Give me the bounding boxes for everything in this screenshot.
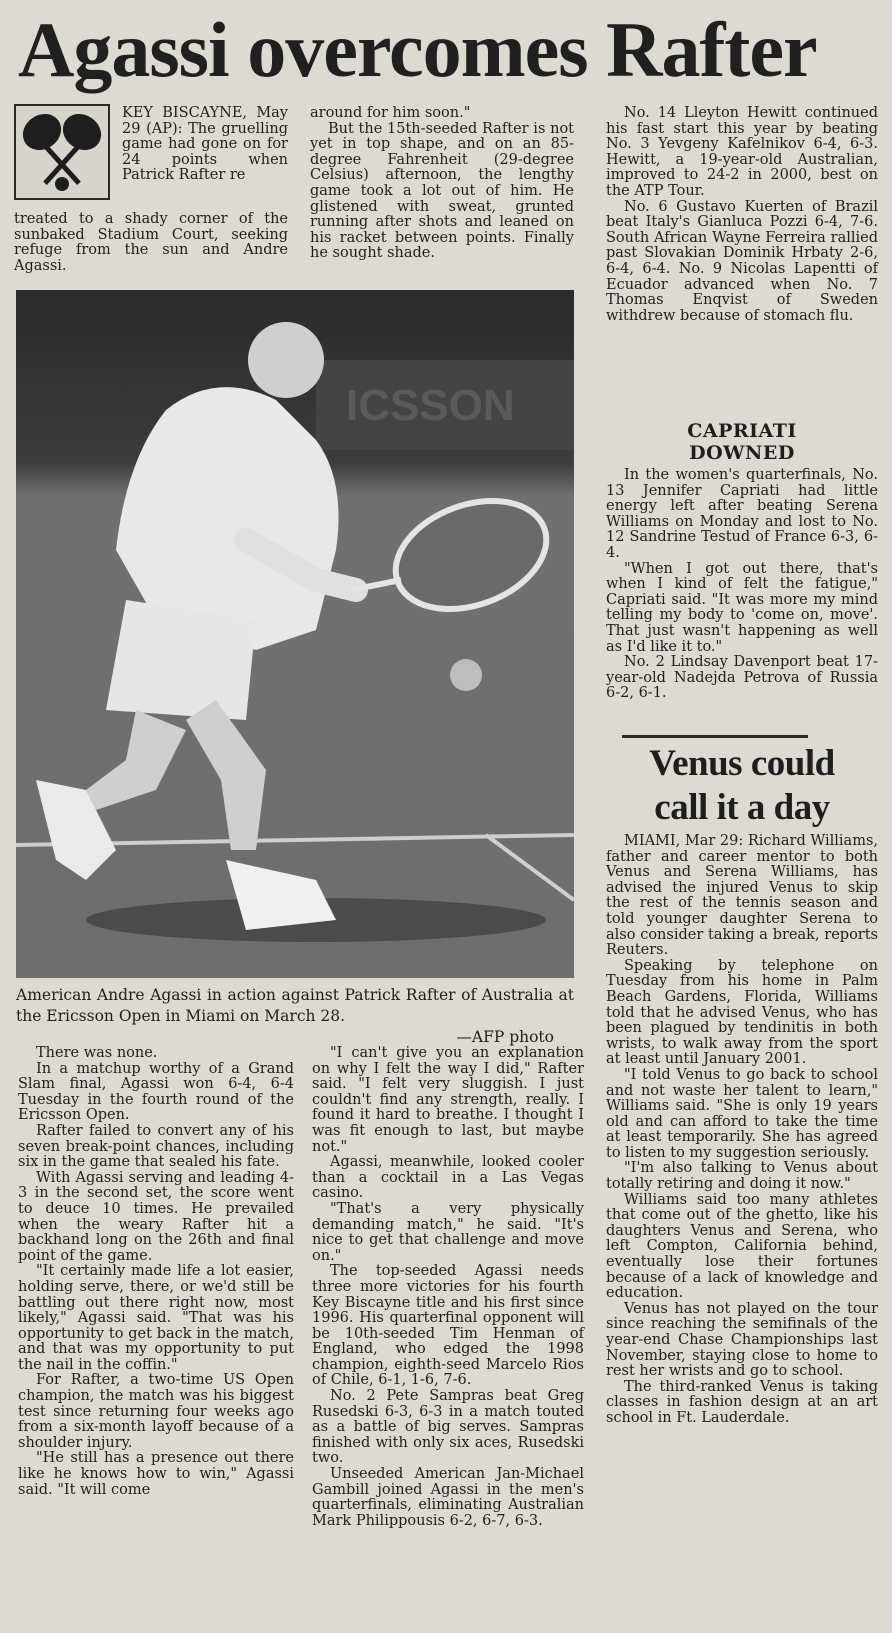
paragraph: Speaking by telephone on Tuesday from his home in Palm Beach Gardens, Florida, Williams told that he advised Venus, who has been plagued by tendinitis in both wrists, to walk away from the sport at least until January 2001. xyxy=(606,957,878,1068)
subheading-capriati xyxy=(606,420,878,464)
column-1-body xyxy=(18,1046,294,1498)
paragraph: No. 2 Lindsay Davenport beat 17-year-old Nadejda Petrova of Russia 6-2, 6-1. xyxy=(606,654,878,702)
paragraph: MIAMI, Mar 29: Richard Williams, father and career mentor to both Venus and Serena Williams, has advised the injured Venus to skip the rest of the tennis season and told younger daughter Serena to also consider taking a break, reports Reuters. xyxy=(606,833,878,959)
paragraph: Agassi, meanwhile, looked cooler than a cocktail in a Las Vegas casino. xyxy=(312,1154,584,1202)
headline: Agassi overcomes Rafter xyxy=(18,6,817,93)
paragraph: "It certainly made life a lot easier, holding serve, there, or we'd still be battling out there right now, most likely," Agassi said. "That was his opportunity to get back in the match, and that was my opportunity to put the nail in the coffin." xyxy=(18,1263,294,1373)
column-3-capriati xyxy=(606,468,878,702)
subheading-line: DOWNED xyxy=(689,442,795,464)
paragraph: The third-ranked Venus is taking classes in fashion design at an art school in Ft. Lauderdale. xyxy=(606,1378,878,1426)
paragraph: "When I got out there, that's when I kind of felt the fatigue," Capriati said. "It was more my mind telling my body to 'come on, move'. That just wasn't happening as well as I'd like it to." xyxy=(606,560,878,655)
intro-continued xyxy=(14,212,288,274)
venus-headline xyxy=(606,742,878,830)
paragraph: With Agassi serving and leading 4-3 in the second set, the score went to deuce 10 times. He prevailed when the weary Rafter hit a backhand long on the 26th and final point of the game. xyxy=(18,1169,294,1264)
paragraph: "That's a very physically demanding match," he said. "It's nice to get that challenge and move on." xyxy=(312,1200,584,1264)
paragraph: No. 6 Gustavo Kuerten of Brazil beat Italy's Gianluca Pozzi 6-4, 7-6. South African Wayne Ferreira rallied past Slovakian Dominik Hrbaty 2-6, 6-4, 6-4. No. 9 Nicolas Lapentti of Ecuador advanced when No. 7 Thomas Enqvist of Sweden withdrew because of stomach flu. xyxy=(606,198,878,324)
paragraph: There was none. xyxy=(36,1045,158,1061)
caption-text: American Andre Agassi in action against Patrick Rafter of Australia at the Ericsson Open in Miami on March 28. xyxy=(16,986,574,1025)
paragraph: In a matchup worthy of a Grand Slam final, Agassi won 6-4, 6-4 Tuesday in the fourth round of the Ericsson Open. xyxy=(18,1060,294,1124)
paragraph: Unseeded American Jan-Michael Gambill joined Agassi in the men's quarterfinals, eliminating Australian Mark Philippousis 6-2, 6-7, 6-3. xyxy=(312,1466,584,1529)
paragraph: "He still has a presence out there like he knows how to win," Agassi said. "It will come xyxy=(18,1450,294,1498)
intro-paragraph xyxy=(122,106,288,184)
subheading-line: CAPRIATI xyxy=(687,420,797,442)
crossed-tennis-rackets-icon xyxy=(14,104,110,200)
dateline-text: KEY BISCAYNE, May 29 (AP): The gruelling game had gone on for 24 points when Patrick Rafter re xyxy=(122,105,288,184)
column-3-top xyxy=(606,106,878,324)
paragraph: Rafter failed to convert any of his seven break-point chances, including six in the game that sealed his fate. xyxy=(18,1122,294,1171)
divider-rule xyxy=(622,735,808,738)
paragraph: Williams said too many athletes that come out of the ghetto, like his daughters Venus and Serena, who left Compton, California behind, eventually lose their fortunes because of a lack of knowledge and education. xyxy=(606,1191,878,1302)
agassi-photo xyxy=(16,290,574,978)
column-2-body xyxy=(312,1046,584,1529)
court-banner-text: ICSSON xyxy=(346,381,515,430)
photo-credit: —AFP photo xyxy=(456,1028,554,1046)
paragraph: around for him soon." xyxy=(310,105,471,121)
paragraph: The top-seeded Agassi needs three more victories for his fourth Key Biscayne title and his first since 1996. His quarterfinal opponent will be 10th-seeded Tim Henman of England, who edged the 1998 champion, eighth-seed Marcelo Rios of Chile, 6-1, 1-6, 7-6. xyxy=(312,1263,584,1389)
venus-article xyxy=(606,834,878,1427)
venus-headline-line: call it a day xyxy=(654,787,830,828)
intro-continued-text: treated to a shady corner of the sunbaked Stadium Court, seeking refuge from the sun and Andre Agassi. xyxy=(14,211,288,274)
paragraph: In the women's quarterfinals, No. 13 Jennifer Capriati had little energy left after beating Serena Williams on Monday and lost to No. 12 Sandrine Testud of France 6-3, 6-4. xyxy=(606,467,878,561)
paragraph: "I'm also talking to Venus about totally retiring and doing it now." xyxy=(606,1160,878,1193)
paragraph: Venus has not played on the tour since reaching the semifinals of the year-end Chase Championships last November, staying close to home to rest her wrists and go to school. xyxy=(606,1300,878,1380)
paragraph: No. 14 Lleyton Hewitt continued his fast start this year by beating No. 3 Yevgeny Kafelnikov 6-4, 6-3. Hewitt, a 19-year-old Australian, improved to 24-2 in 2000, best on the ATP Tour. xyxy=(606,105,878,199)
photo-caption xyxy=(16,985,574,1048)
paragraph: But the 15th-seeded Rafter is not yet in top shape, and on an 85-degree Fahrenheit (29-degree Celsius) afternoon, the lengthy game took a lot out of him. He glistened with sweat, grunted running after shots and leaned on his racket between points. Finally he sought shade. xyxy=(310,120,574,262)
column-2-top xyxy=(310,106,574,262)
paragraph: No. 2 Pete Sampras beat Greg Rusedski 6-3, 6-3 in a match touted as a battle of big serves. Sampras finished with only six aces, Rusedski two. xyxy=(312,1388,584,1467)
paragraph: For Rafter, a two-time US Open champion, the match was his biggest test since returning four weeks ago from a six-month layoff because of a shoulder injury. xyxy=(18,1372,294,1451)
venus-headline-line: Venus could xyxy=(649,743,835,784)
paragraph: "I told Venus to go back to school and not waste her talent to learn," Williams said. "She is only 19 years old and can afford to take the time at least temporarily. She has agreed to listen to my suggestion seriously. xyxy=(606,1066,878,1161)
paragraph: "I can't give you an explanation on why I felt the way I did," Rafter said. "I felt very sluggish. I just couldn't find any strength, really. I found it hard to breathe. I thought I was fit enough to last, but maybe not." xyxy=(312,1045,584,1155)
